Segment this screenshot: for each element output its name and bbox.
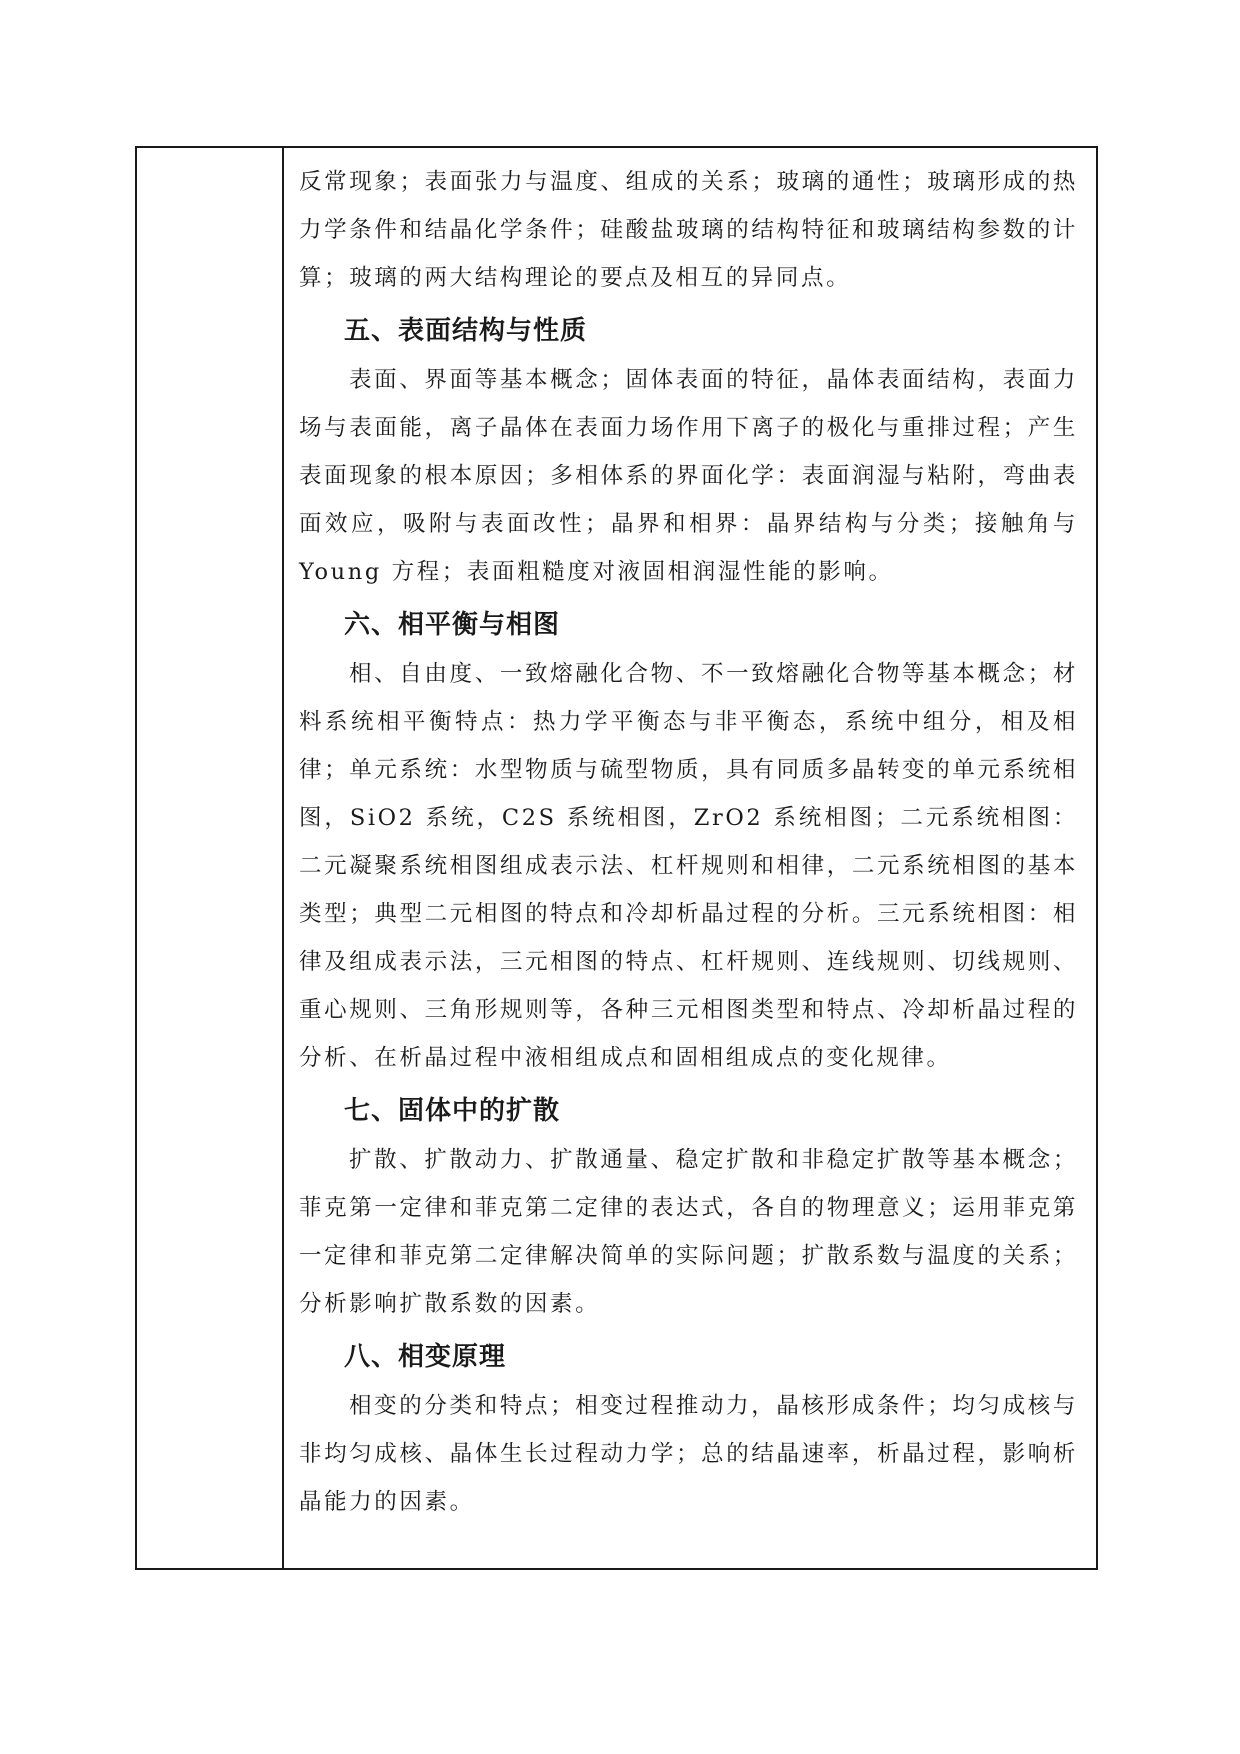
- section-body: 相、自由度、一致熔融化合物、不一致熔融化合物等基本概念；材料系统相平衡特点：热力学平衡态与非平衡态，系统中组分，相及相律；单元系统：水型物质与硫型物质，具有同质多晶转变的单元系统相图，SiO2 系统，C2S 系统相图，ZrO2 系统相图；二元系统相图：二元凝聚系统相图组成表示法、杠杆规则和相律，二元系统相图的基本类型；典型二元相图的特点和冷却析晶过程的分析。三元系统相图：相律及组成表示法，三元相图的特点、杠杆规则、连线规则、切线规则、重心规则、三角形规则等，各种三元相图类型和特点、冷却析晶过程的分析、在析晶过程中液相组成点和固相组成点的变化规律。: [299, 661, 1078, 1071]
- intro-paragraph: 反常现象；表面张力与温度、组成的关系；玻璃的通性；玻璃形成的热力学条件和结晶化学条件；硅酸盐玻璃的结构特征和玻璃结构参数的计算；玻璃的两大结构理论的要点及相互的异同点。: [299, 169, 1078, 291]
- content-table: [135, 146, 1098, 1570]
- section-diffusion: [299, 1086, 1078, 1328]
- table-left-cell: [137, 148, 284, 1568]
- section-heading: 六、相平衡与相图: [344, 610, 561, 640]
- section-body: 扩散、扩散动力、扩散通量、稳定扩散和非稳定扩散等基本概念；菲克第一定律和菲克第二定律的表达式，各自的物理意义；运用菲克第一定律和菲克第二定律解决简单的实际问题；扩散系数与温度的关系；分析影响扩散系数的因素。: [299, 1147, 1078, 1317]
- section-surface-structure: [299, 306, 1078, 596]
- section-phase-equilibrium: [299, 600, 1078, 1082]
- section-heading: 五、表面结构与性质: [344, 316, 588, 346]
- section-body: 相变的分类和特点；相变过程推动力，晶核形成条件；均匀成核与非均匀成核、晶体生长过程动力学；总的结晶速率，析晶过程，影响析晶能力的因素。: [299, 1393, 1078, 1515]
- section-body: 表面、界面等基本概念；固体表面的特征，晶体表面结构，表面力场与表面能，离子晶体在表面力场作用下离子的极化与重排过程；产生表面现象的根本原因；多相体系的界面化学：表面润湿与粘附，弯曲表面效应，吸附与表面改性；晶界和相界：晶界结构与分类；接触角与 Young 方程；表面粗糙度对液固相润湿性能的影响。: [299, 367, 1078, 585]
- table-right-cell: [284, 148, 1096, 1568]
- section-heading: 八、相变原理: [344, 1342, 507, 1372]
- section-phase-transition: [299, 1332, 1078, 1526]
- section-heading: 七、固体中的扩散: [344, 1096, 561, 1126]
